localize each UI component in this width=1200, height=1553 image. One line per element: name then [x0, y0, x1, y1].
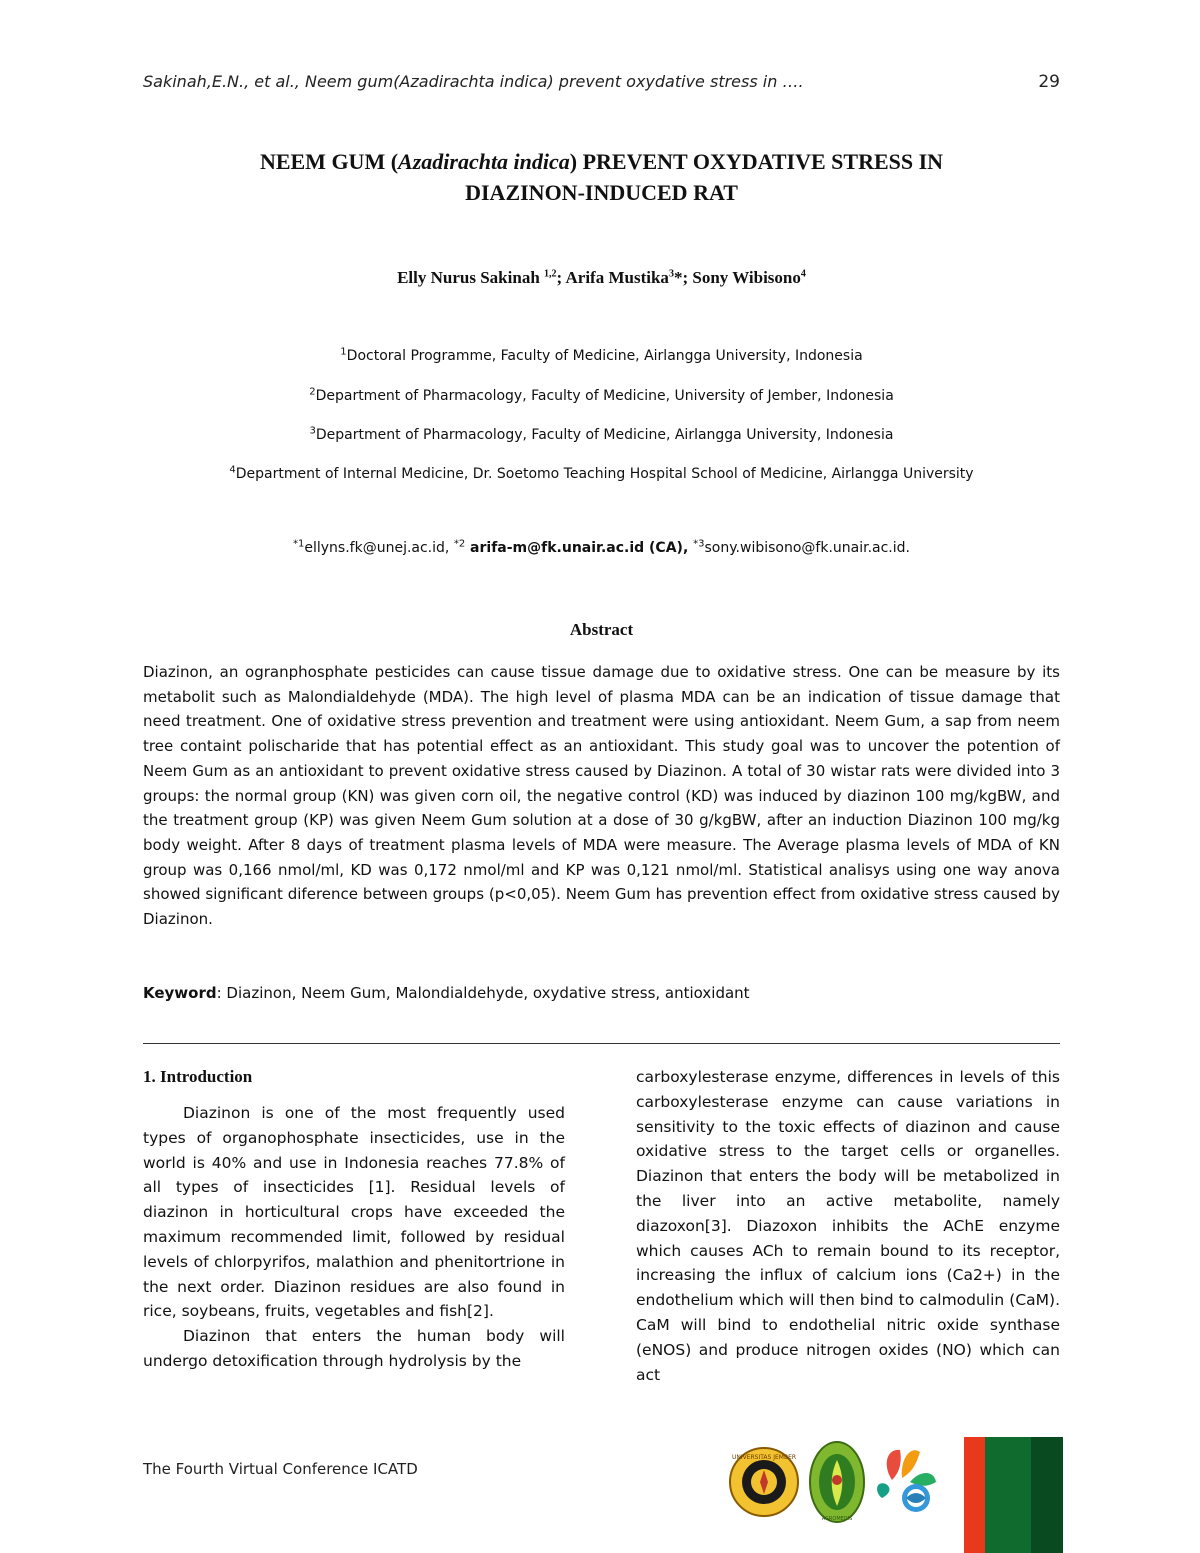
- title-species: Azadirachta indica: [398, 149, 570, 174]
- intro-paragraph-3: carboxylesterase enzyme, differences in levels of this carboxylesterase enzyme can cause variations in sensitivity to the toxic effects of diazinon and cause oxidative stress to the target cells or organelles. Diazinon that enters the body will be metabolized in the liver into an active metabolite, namely diazoxon[3]. Diazoxon inhibits the AChE enzyme which causes ACh to remain bound to its receptor, increasing the influx of calcium ions (Ca2+) in the endothelium which will then bind to calmodulin (CaM). CaM will bind to endothelial nitric oxide synthase (eNOS) and produce nitrogen oxides (NO) which can act: [636, 1068, 1060, 1384]
- author-list: [143, 268, 1060, 288]
- email-2[interactable]: arifa-m@fk.unair.ac.id (CA),: [465, 540, 694, 556]
- keywords-text: : Diazinon, Neem Gum, Malondialdehyde, oxydative stress, antioxidant: [216, 984, 750, 1002]
- footer-conference: The Fourth Virtual Conference ICATD: [143, 1460, 418, 1478]
- keywords: [143, 984, 1060, 1002]
- footer-band-red: [964, 1437, 985, 1553]
- title-part2: ) PREVENT OXYDATIVE STRESS IN: [569, 149, 944, 174]
- affiliation-2: $^2$Department of Pharmacology, Faculty of Medicine, University of Jember, Indonesia: [309, 386, 894, 404]
- email-list: $^{*1}$ellyns.fk@unej.ac.id, $^{*2}$ arifa-m@fk.unair.ac.id (CA), $^{*3}$sony.wibisono@fk.unair.ac.id.: [293, 538, 910, 556]
- author-2: Arifa Mustika$^3$*;: [565, 268, 693, 287]
- intro-paragraph-1: Diazinon is one of the most frequently used types of organophosphate insecticides, use in the world is 40% and use in Indonesia reaches 77.8% of all types of insecticides [1]. Residual levels of diazinon in horticultural crops have exceeded the maximum recommended limit, followed by residual levels of chlorpyrifos, malathion and phenitortrione in the next order. Diazinon residues are also found in rice, soybeans, fruits, vegetables and fish[2].: [143, 1104, 565, 1321]
- footer-band-green: [985, 1437, 1031, 1553]
- page-number: 29: [1038, 72, 1060, 92]
- running-header: [143, 72, 1060, 98]
- affiliation-3: $^3$Department of Pharmacology, Faculty of Medicine, Airlangga University, Indonesia: [309, 425, 894, 443]
- affiliation-4: $^4$Department of Internal Medicine, Dr. Soetomo Teaching Hospital School of Medicine, Airlangga University: [229, 464, 974, 482]
- university-jember-logo-icon: [728, 1446, 800, 1518]
- column-left: [143, 1065, 565, 1374]
- title-line2: DIAZINON-INDUCED RAT: [465, 180, 738, 205]
- section-heading-introduction: 1. Introduction: [143, 1067, 253, 1086]
- author-1: Elly Nurus Sakinah $^{1,2}$;: [397, 268, 566, 287]
- email-1[interactable]: ellyns.fk@unej.ac.id,: [304, 540, 454, 556]
- footer-band-dark-green: [1031, 1437, 1063, 1553]
- intro-paragraph-2: Diazinon that enters the human body will undergo detoxification through hydrolysis by the: [143, 1327, 565, 1370]
- abstract-heading: Abstract: [569, 620, 634, 639]
- title-part1: NEEM GUM (: [259, 149, 399, 174]
- email-3[interactable]: sony.wibisono@fk.unair.ac.id.: [704, 540, 910, 556]
- conference-flower-logo-icon: [872, 1440, 942, 1520]
- affiliation-1: $^1$Doctoral Programme, Faculty of Medicine, Airlangga University, Indonesia: [340, 346, 863, 364]
- running-title: Sakinah,E.N., et al., Neem gum(Azadirachta indica) prevent oxydative stress in ….: [143, 72, 804, 91]
- author-3: Sony Wibisono$^4$: [692, 268, 806, 287]
- keywords-label: Keyword: [143, 984, 217, 1002]
- agromedis-logo-icon: [808, 1440, 866, 1524]
- logo2-text: AGROMEDIS: [821, 1516, 853, 1522]
- section-divider: [143, 1043, 1060, 1044]
- abstract-text: Diazinon, an ogranphosphate pesticides can cause tissue damage due to oxidative stress. One can be measure by its metabolit such as Malondialdehyde (MDA). The high level of plasma MDA can be an indication of tissue damage that need treatment. One of oxidative stress prevention and treatment were using antioxidant. Neem Gum, a sap from neem tree containt polischaride that has potential effect as an antioxidant. This study goal was to uncover the potention of Neem Gum as an antioxidant to prevent oxidative stress caused by Diazinon. A total of 30 wistar rats were divided into 3 groups: the normal group (KN) was given corn oil, the negative control (KD) was induced by diazinon 100 mg/kgBW, and the treatment group (KP) was given Neem Gum solution at a dose of 30 g/kgBW, after an induction Diazinon 100 mg/kg body weight. After 8 days of treatment plasma levels of MDA were measure. The Average plasma levels of MDA of KN group was 0,166 nmol/ml, KD was 0,172 nmol/ml and KP was 0,121 nmol/ml. Statistical analisys using one way anova showed significant diference between groups (p<0,05). Neem Gum has prevention effect from oxidative stress caused by Diazinon.: [143, 663, 1060, 929]
- column-right: [636, 1065, 1060, 1387]
- logo1-text: UNIVERSITAS JEMBER: [731, 1454, 797, 1461]
- paper-title: [143, 146, 1060, 208]
